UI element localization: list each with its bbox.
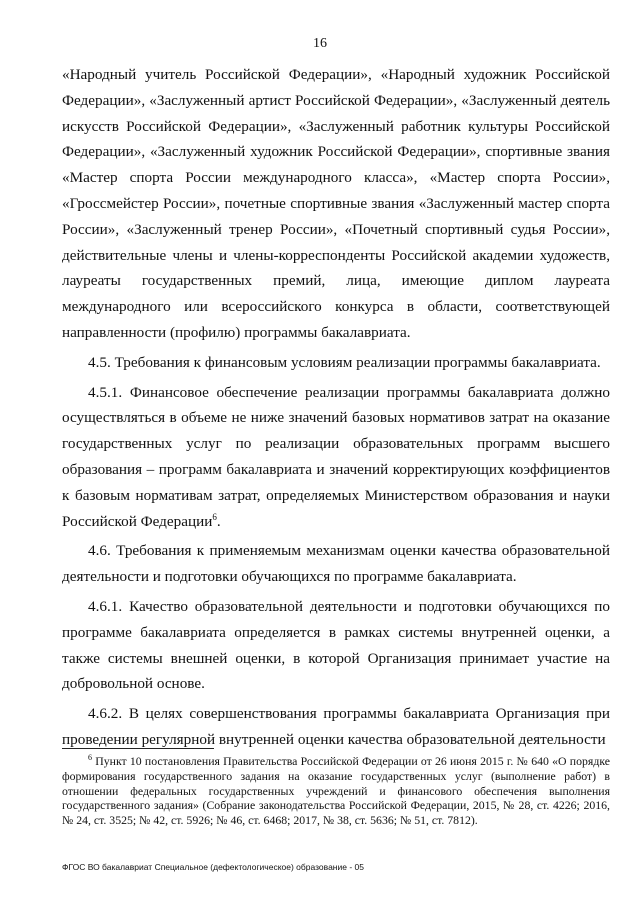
footnote-reference-tail: . — [216, 512, 221, 530]
page-footer: ФГОС ВО бакалавриат Специальное (дефектологическое) образование - 05 — [62, 862, 364, 872]
paragraph-4-5-1 — [62, 380, 610, 535]
footnote-mark: 6 — [88, 753, 92, 763]
footnote — [62, 754, 610, 828]
paragraph-continuation: «Народный учитель Российской Федерации», «Народный художник Российской Федерации», «Заслуженный артист Российской Федерации», «Заслуженный деятель искусств Российской Федерации», «Заслуженный работник культуры Российской Федерации», «Заслуженный художник Российской Федерации», спортивные звания «Мастер спорта России международного класса», «Мастер спорта России», «Гроссмейстер России», почетные спортивные звания «Заслуженный мастер спорта России», «Заслуженный тренер России», «Почетный спортивный судья России», действительные члены и члены-корреспонденты Российской академии художеств, лауреаты государственных премий, лица, имеющие диплом лауреата международного или всероссийского конкурса в области, соответствующей направленности (профилю) программы бакалавриата. — [62, 66, 610, 341]
paragraph-4-6-2: 4.6.2. В целях совершенствования программы бакалавриата Организация при проведении регулярной внутренней оценки качества образовательной деятельности — [62, 705, 610, 748]
body-text — [62, 62, 610, 753]
paragraph-4-5: 4.5. Требования к финансовым условиям реализации программы бакалавриата. — [88, 353, 601, 371]
paragraph-4-6-1: 4.6.1. Качество образовательной деятельности и подготовки обучающихся по программе бакалавриата определяется в рамках системы внутренней оценки, а также системы внешней оценки, в которой Организация принимает участие на добровольной основе. — [62, 597, 610, 693]
footnote-reference: 6 — [212, 511, 217, 522]
paragraph-4-6: 4.6. Требования к применяемым механизмам оценки качества образовательной деятельности и подготовки обучающихся по программе бакалавриата. — [62, 542, 610, 586]
page-number: 16 — [313, 36, 327, 51]
footnote-divider — [62, 748, 214, 749]
footnote-text: Пункт 10 постановления Правительства Российской Федерации от 26 июня 2015 г. № 640 «О порядке формирования государственного задания на оказание государственных услуг (выполнение работ) в отношении федеральных государственных учреждений и финансового обеспечения выполнения государственного задания» (Собрание законодательства Российской Федерации, 2015, № 28, ст. 4226; 2016, № 24, ст. 3525; № 42, ст. 5926; № 46, ст. 6468; 2017, № 38, ст. 5636; № 51, ст. 7812). — [62, 754, 610, 828]
paragraph-4-5-1-text: 4.5.1. Финансовое обеспечение реализации программы бакалавриата должно осуществляться в объеме не ниже значений базовых нормативов затрат на оказание государственных услуг по реализации образовательных программ высшего образования – программ бакалавриата и значений корректирующих коэффициентов к базовым нормативам затрат, определяемых Министерством образования и науки Российской Федерации — [62, 383, 610, 530]
